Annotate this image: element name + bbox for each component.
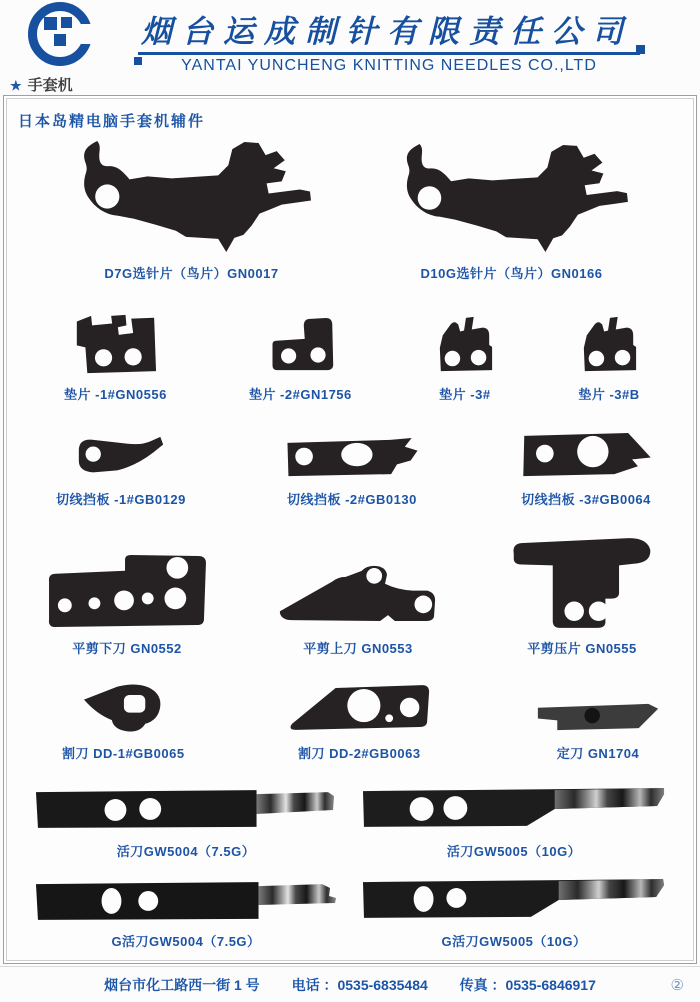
part-shim-1	[64, 312, 167, 403]
part-image-fixed-blade	[534, 701, 662, 734]
page-footer	[0, 966, 700, 1002]
company-address: 烟台市化工路西一街 1 号	[104, 977, 260, 993]
part-image-thread-guard-3	[518, 431, 654, 480]
company-logo-icon	[28, 2, 92, 66]
part-image-thread-guard-1	[69, 434, 173, 480]
part-image-cutter-dd2	[285, 681, 433, 734]
part-g-movable-blade-gw5005	[360, 872, 668, 950]
company-name-chinese: 烟台运成制针有限责任公司	[141, 14, 633, 50]
part-caption: 垫片 -3#B	[578, 387, 640, 402]
part-image-flat-shear-lower-blade	[42, 554, 212, 629]
logo-square	[54, 34, 66, 46]
part-image-shim-3	[434, 315, 496, 375]
part-shim-3b	[578, 315, 640, 403]
header-rule	[138, 52, 640, 55]
part-caption: D10G选针片（鸟片）GN0166	[420, 266, 603, 281]
page-header	[0, 0, 700, 95]
part-caption: 定刀 GN1704	[556, 746, 640, 761]
company-name-english: YANTAI YUNCHENG KNITTING NEEDLES CO.,LTD	[181, 57, 597, 74]
part-caption: 切线挡板 -3#GB0064	[521, 492, 651, 507]
part-image-flat-shear-upper-blade	[277, 564, 440, 629]
part-cutter-dd2	[285, 681, 433, 762]
part-movable-blade-gw5005	[360, 782, 668, 860]
parts-row-2	[16, 312, 684, 403]
part-g-movable-blade-gw5004	[32, 872, 340, 950]
part-movable-blade-gw5004	[32, 782, 340, 860]
parts-row-4	[16, 534, 684, 657]
part-image-cutter-dd1	[80, 682, 166, 734]
part-thread-guard-3	[518, 431, 654, 508]
section-title: 日本岛精电脑手套机辅件	[18, 113, 206, 130]
part-caption: G活刀GW5004（7.5G）	[111, 934, 261, 949]
rule-right-square	[636, 45, 645, 54]
part-image-g-movable-blade-gw5005	[360, 872, 668, 922]
part-image-flat-shear-presser	[504, 534, 660, 629]
part-caption: D7G选针片（鸟片）GN0017	[104, 266, 279, 281]
company-fax: 传真 ：0535-6846917	[459, 977, 596, 993]
star-icon: ★	[10, 78, 22, 93]
part-caption: 割刀 DD-1#GB0065	[62, 746, 185, 761]
part-cutter-dd1	[62, 682, 185, 762]
part-image-shim-2	[263, 316, 337, 375]
part-caption: 平剪压片 GN0555	[527, 641, 637, 656]
part-caption: 割刀 DD-2#GB0063	[297, 746, 421, 761]
part-shim-2	[249, 316, 352, 403]
part-caption: 垫片 -3#	[439, 387, 491, 402]
part-caption: 切线挡板 -1#GB0129	[56, 492, 186, 507]
parts-row-6	[16, 782, 684, 860]
part-d7g-selector-jack	[71, 139, 313, 282]
category-text: 手套机	[27, 77, 73, 94]
part-caption: 垫片 -1#GN0556	[64, 387, 167, 402]
part-image-movable-blade-gw5005	[360, 782, 668, 832]
part-flat-shear-presser	[504, 534, 660, 657]
part-caption: 活刀GW5005（10G）	[446, 844, 582, 859]
logo-square	[44, 17, 57, 30]
page-number: ②	[670, 977, 684, 994]
part-image-movable-blade-gw5004	[32, 782, 340, 832]
part-image-d7g-selector-jack	[71, 139, 313, 254]
parts-row-3	[16, 431, 684, 508]
part-fixed-blade	[534, 701, 662, 762]
part-image-d10g-selector-jack	[394, 142, 630, 254]
part-d10g-selector-jack	[394, 142, 630, 282]
part-caption: 平剪上刀 GN0553	[303, 641, 413, 656]
catalog-box	[3, 95, 697, 964]
part-caption: 垫片 -2#GN1756	[248, 387, 352, 402]
part-image-g-movable-blade-gw5004	[32, 872, 340, 922]
part-image-shim-1	[71, 312, 159, 375]
parts-row-7	[16, 872, 684, 950]
part-caption: 切线挡板 -2#GB0130	[286, 492, 417, 507]
logo-ring-gap	[81, 24, 95, 44]
footer-divider	[0, 966, 700, 967]
part-thread-guard-2	[282, 436, 422, 508]
category-label	[10, 74, 73, 95]
part-caption: 活刀GW5004（7.5G）	[116, 844, 256, 859]
part-caption: 平剪下刀 GN0552	[72, 641, 182, 656]
part-flat-shear-lower-blade	[42, 554, 212, 657]
part-shim-3	[434, 315, 496, 403]
part-caption: G活刀GW5005（10G）	[441, 934, 587, 949]
parts-row-5	[16, 681, 684, 762]
parts-row-1	[16, 139, 684, 282]
logo-square	[61, 17, 72, 28]
part-thread-guard-1	[56, 434, 186, 508]
footer-contact	[0, 975, 700, 995]
part-flat-shear-upper-blade	[277, 564, 440, 657]
part-image-thread-guard-2	[282, 436, 422, 480]
part-image-shim-3b	[578, 315, 640, 375]
company-phone: 电话 ：0535-6835484	[291, 977, 428, 993]
